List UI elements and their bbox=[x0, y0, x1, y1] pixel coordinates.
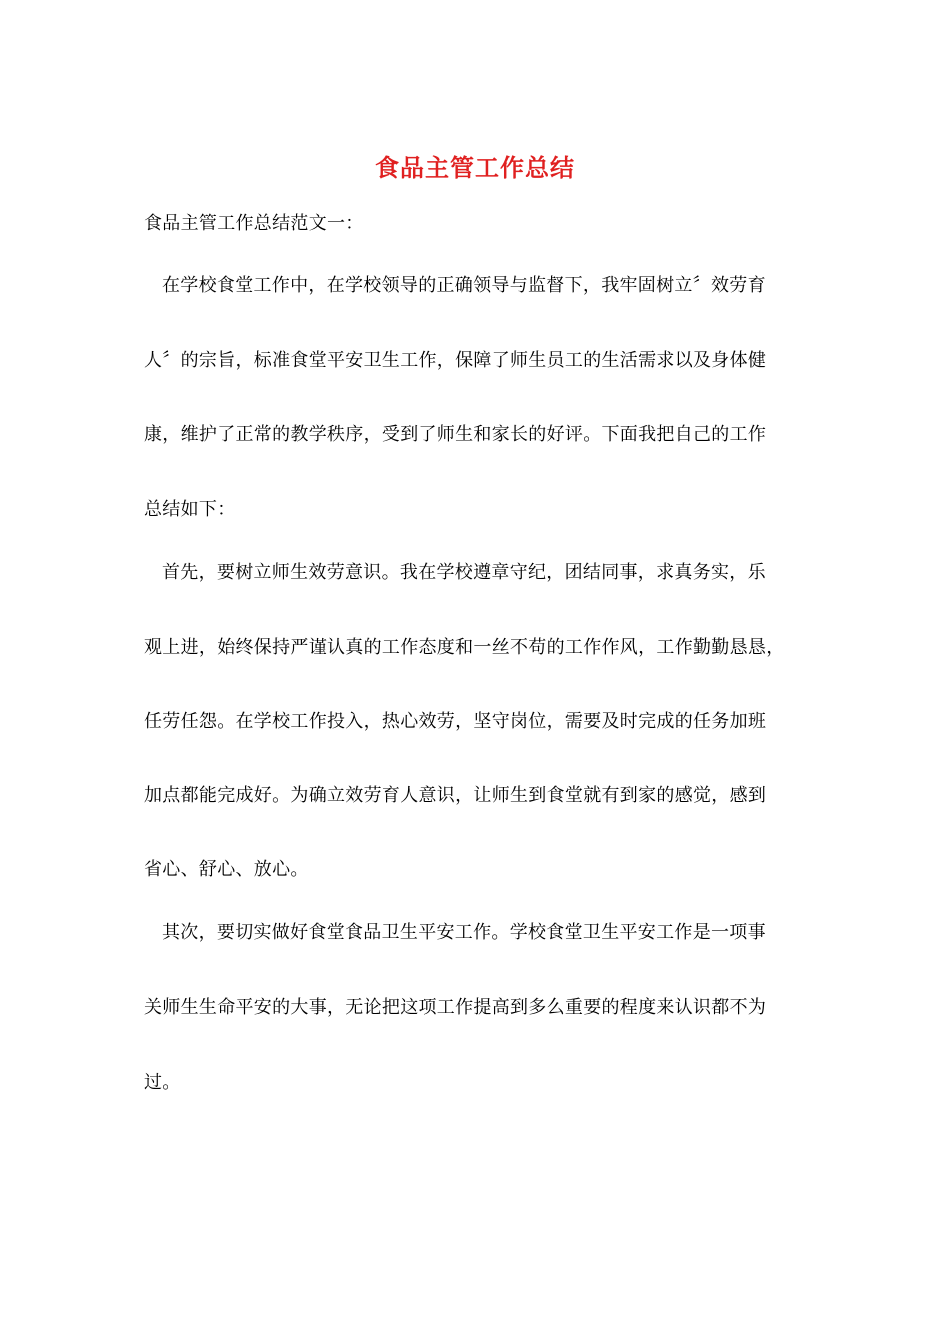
paragraph-line: 关师生生命平安的大事，无论把这项工作提高到多么重要的程度来认识都不为 bbox=[144, 997, 767, 1018]
paragraph-line: 观上进，始终保持严谨认真的工作态度和一丝不苟的工作作风，工作勤勤恳恳， bbox=[144, 637, 785, 658]
paragraph-line: 其次，要切实做好食堂食品卫生平安工作。学校食堂卫生平安工作是一项事 bbox=[162, 922, 766, 943]
paragraph-line: 过。 bbox=[144, 1072, 181, 1093]
paragraph-line: 任劳任怨。在学校工作投入，热心效劳，坚守岗位，需要及时完成的任务加班 bbox=[144, 711, 767, 732]
paragraph-line: 总结如下： bbox=[144, 499, 236, 520]
paragraph-line: 人〞的宗旨，标准食堂平安卫生工作，保障了师生员工的生活需求以及身体健 bbox=[144, 350, 767, 371]
document-subtitle: 食品主管工作总结范文一： bbox=[144, 213, 364, 234]
document-title: 食品主管工作总结 bbox=[375, 153, 575, 182]
paragraph-line: 在学校食堂工作中，在学校领导的正确领导与监督下，我牢固树立〞效劳育 bbox=[162, 275, 766, 296]
paragraph-line: 康，维护了正常的教学秩序，受到了师生和家长的好评。下面我把自己的工作 bbox=[144, 424, 767, 445]
paragraph-line: 首先，要树立师生效劳意识。我在学校遵章守纪，团结同事，求真务实，乐 bbox=[162, 562, 766, 583]
paragraph-line: 加点都能完成好。为确立效劳育人意识，让师生到食堂就有到家的感觉，感到 bbox=[144, 785, 767, 806]
paragraph-line: 省心、舒心、放心。 bbox=[144, 859, 309, 880]
